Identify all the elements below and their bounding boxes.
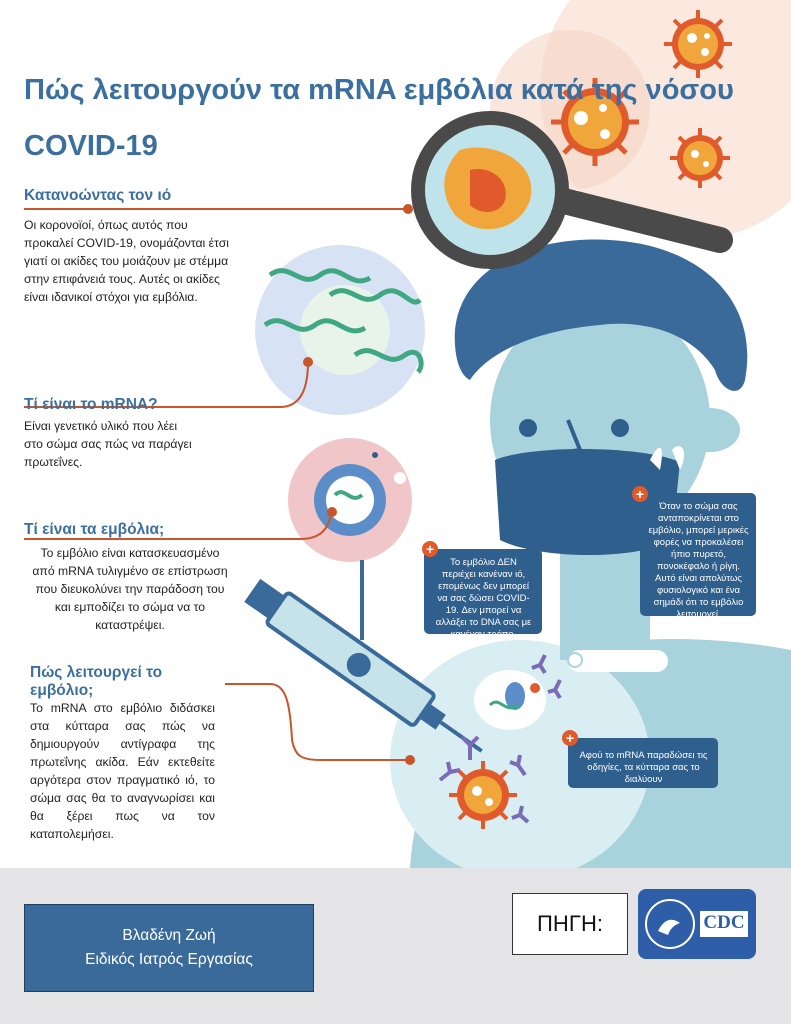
section-text-mrna: Είναι γενετικό υλικό που λέει στο σώμα σας πώς να παράγει πρωτεΐνες.: [24, 419, 192, 469]
author-name: Βλαδένη Ζωή: [122, 927, 216, 944]
section-text-vaccines: Το εμβόλιο είναι κατασκευασμένο από mRNA τυλιγμένο σε επίστρωση που διευκολύνει την παράδοση του και εμποδίζει το σώμα να το καταστρέψει.: [32, 546, 228, 632]
cdc-logo-text: CDC: [703, 912, 745, 933]
section-text-how: Το mRNA στο εμβόλιο διδάσκει στα κύτταρα σας πώς να δημιουργούν αντίγραφα της πρωτεΐνης ακίδα. Εάν εκτεθείτε αργότερα στον πραγματικό ιό, το σώμα σας θα το αναγνωρίσει και θα ξέρει πως να τον καταπολεμήσει.: [30, 701, 215, 841]
callout-cells-break-down: [568, 738, 718, 788]
author-role: Ειδικός Ιατρός Εργασίας: [85, 951, 253, 968]
author-box: [24, 904, 314, 992]
page-title: Πώς λειτουργούν τα mRNA εμβόλια κατά της νόσου COVID-19: [24, 74, 734, 162]
cdc-logo: [638, 889, 756, 959]
section-heading-vaccines: Τί είναι τα εμβόλια;: [24, 521, 165, 538]
callout-text: Αφού το mRNA παραδώσει τις οδηγίες, τα κύτταρα σας το διαλύουν: [579, 750, 708, 785]
callout-no-virus: [424, 549, 542, 640]
plus-icon: +: [562, 730, 578, 746]
callout-text: Όταν το σώμα σας ανταποκρίνεται στο εμβόλιο, μπορεί μερικές φορές να προκαλέσει ήπιο πυρετό, πονοκέφαλο ή ρίγη. Αυτό είναι απολύτως φυσιολογικό και ένα σημάδι ότι το εμβόλιο λειτουργεί.: [648, 501, 749, 620]
section-text-virus: Οι κορονοϊοί, όπως αυτός που προκαλεί COVID-19, ονομάζονται έτσι γιατί οι ακίδες του μοιάζουν με στέμμα στην επιφάνειά τους. Αυτές οι ακίδες είναι ιδανικοί στόχοι για εμβόλια.: [24, 218, 229, 304]
plus-icon: +: [632, 486, 648, 502]
source-label: ΠΗΓΗ:: [512, 893, 628, 955]
callout-text: Το εμβόλιο ΔΕΝ περιέχει κανέναν ιό, επομένως δεν μπορεί να σας δώσει COVID-19. Δεν μπορεί να αλλάξει το DNA σας με κανέναν τρόπο.: [435, 557, 532, 640]
section-heading-mrna: Τί είναι το mRNA?: [24, 396, 158, 413]
section-heading-how: Πώς λειτουργεί το εμβόλιο;: [30, 664, 163, 699]
plus-icon: +: [422, 541, 438, 557]
callout-side-effects: [640, 493, 756, 620]
section-heading-virus: Κατανοώντας τον ιό: [24, 187, 172, 204]
